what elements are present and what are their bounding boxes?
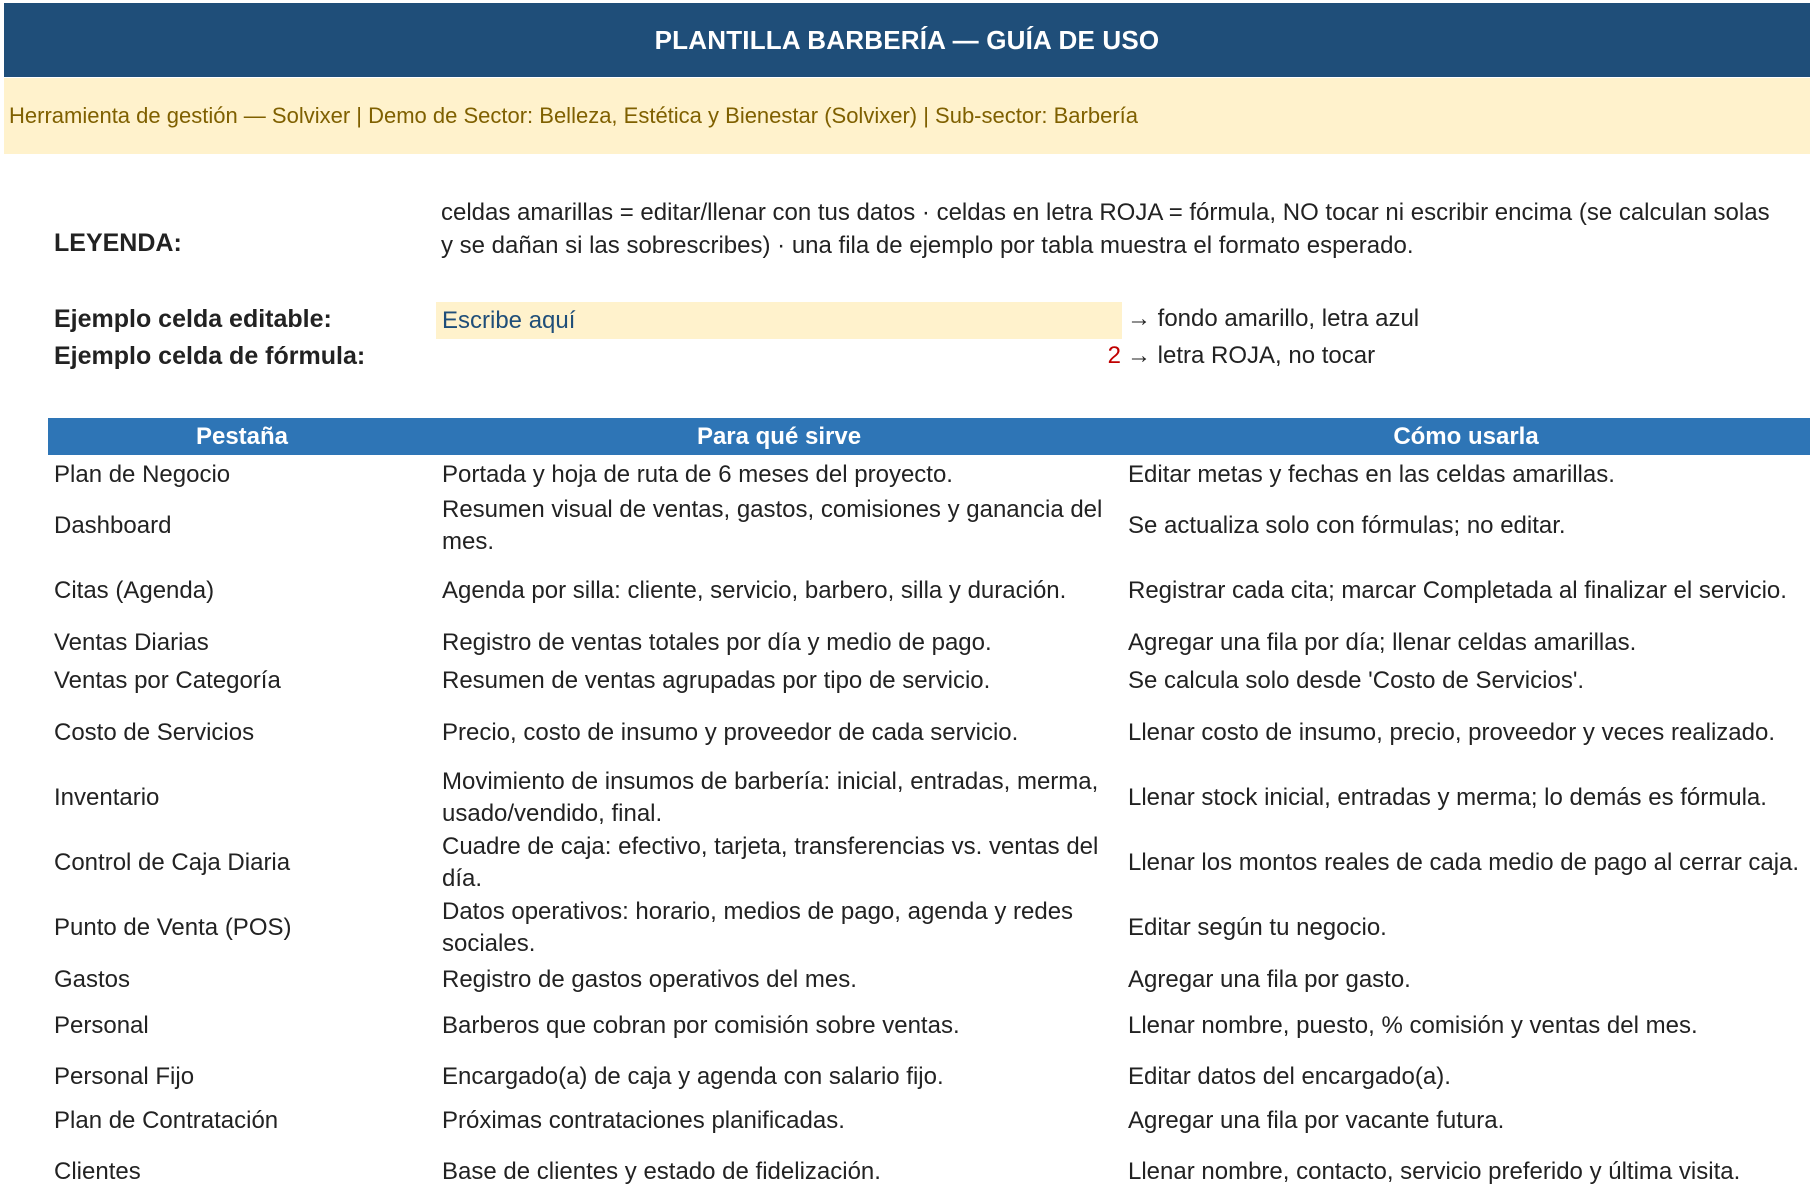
guide-table	[48, 418, 1810, 1204]
tab-name-cell[interactable]: Inventario	[54, 784, 160, 811]
usage-cell[interactable]: Llenar nombre, puesto, % comisión y ventas del mes.	[1128, 1012, 1698, 1039]
usage-cell[interactable]: Se actualiza solo con fórmulas; no editar.	[1128, 512, 1566, 539]
usage-cell[interactable]: Llenar los montos reales de cada medio de pago al cerrar caja.	[1128, 849, 1800, 876]
table-row	[48, 960, 1810, 1000]
table-row	[48, 700, 1810, 766]
usage-cell[interactable]: Registrar cada cita; marcar Completada al finalizar el servicio.	[1128, 577, 1787, 604]
table-row	[48, 558, 1810, 624]
purpose-cell[interactable]: Resumen visual de ventas, gastos, comisiones y ganancia del mes.	[442, 496, 1103, 555]
table-row	[48, 1140, 1810, 1204]
usage-cell[interactable]: Llenar costo de insumo, precio, proveedor y veces realizado.	[1128, 719, 1776, 746]
tab-name-cell[interactable]: Plan de Negocio	[54, 460, 231, 488]
tab-name-cell[interactable]: Costo de Servicios	[54, 719, 255, 746]
header-usage[interactable]: Cómo usarla	[1122, 418, 1810, 455]
tab-name-cell[interactable]: Control de Caja Diaria	[54, 849, 291, 876]
table-row	[48, 1102, 1810, 1140]
usage-cell[interactable]: Editar datos del encargado(a).	[1128, 1063, 1451, 1090]
editable-example-cell[interactable]: Escribe aquí	[436, 302, 1122, 339]
sheet-title: PLANTILLA BARBERÍA — GUÍA DE USO	[4, 3, 1810, 77]
sheet-subtitle: Herramienta de gestión — Solvixer | Demo de Sector: Belleza, Estética y Bienestar (Solvixer) | Sub-sector: Barbería	[4, 78, 1810, 154]
tab-name-cell[interactable]: Ventas Diarias	[54, 629, 209, 656]
usage-cell[interactable]: Llenar stock inicial, entradas y merma; lo demás es fórmula.	[1128, 784, 1767, 811]
purpose-cell[interactable]: Registro de gastos operativos del mes.	[442, 966, 857, 993]
usage-cell[interactable]: Editar metas y fechas en las celdas amarillas.	[1128, 460, 1615, 488]
tab-name-cell[interactable]: Citas (Agenda)	[54, 577, 215, 604]
purpose-cell[interactable]: Base de clientes y estado de fidelización.	[442, 1158, 881, 1185]
purpose-cell[interactable]: Movimiento de insumos de barbería: inicial, entradas, merma, usado/vendido, final.	[442, 768, 1099, 827]
purpose-cell[interactable]: Datos operativos: horario, medios de pago, agenda y redes sociales.	[442, 898, 1074, 957]
table-row	[48, 1052, 1810, 1102]
purpose-cell[interactable]: Próximas contrataciones planificadas.	[442, 1107, 845, 1134]
tab-name-cell[interactable]: Gastos	[54, 966, 131, 993]
legend-text: celdas amarillas = editar/llenar con tus datos · celdas en letra ROJA = fórmula, NO tocar ni escribir encima (se calculan solas y se dañan si las sobrescribes) · una fila de ejemplo por tabla muestra el formato esperado.	[441, 199, 1770, 259]
tab-name-cell[interactable]: Dashboard	[54, 512, 172, 539]
table-row	[48, 830, 1810, 896]
tab-name-cell[interactable]: Clientes	[54, 1158, 141, 1185]
legend-label: LEYENDA:	[54, 229, 182, 257]
purpose-cell[interactable]: Agenda por silla: cliente, servicio, barbero, silla y duración.	[442, 577, 1067, 604]
editable-example-label: Ejemplo celda editable:	[54, 305, 332, 333]
tab-name-cell[interactable]: Plan de Contratación	[54, 1107, 279, 1134]
table-row	[48, 1000, 1810, 1052]
header-tab[interactable]: Pestaña	[48, 418, 436, 455]
purpose-cell[interactable]: Portada y hoja de ruta de 6 meses del proyecto.	[442, 460, 953, 488]
purpose-cell[interactable]: Registro de ventas totales por día y medio de pago.	[442, 629, 992, 656]
table-row	[48, 455, 1810, 494]
usage-cell[interactable]: Editar según tu negocio.	[1128, 914, 1387, 941]
purpose-cell[interactable]: Encargado(a) de caja y agenda con salario fijo.	[442, 1063, 944, 1090]
table-row	[48, 766, 1810, 830]
tab-name-cell[interactable]: Ventas por Categoría	[54, 667, 281, 694]
tab-name-cell[interactable]: Personal Fijo	[54, 1063, 195, 1090]
tab-name-cell[interactable]: Personal	[54, 1012, 149, 1039]
table-row	[48, 896, 1810, 960]
usage-cell[interactable]: Llenar nombre, contacto, servicio preferido y última visita.	[1128, 1158, 1741, 1185]
formula-example-note: → letra ROJA, no tocar	[1127, 342, 1376, 369]
purpose-cell[interactable]: Cuadre de caja: efectivo, tarjeta, transferencias vs. ventas del día.	[442, 833, 1099, 892]
header-purpose[interactable]: Para qué sirve	[436, 418, 1122, 455]
purpose-cell[interactable]: Resumen de ventas agrupadas por tipo de servicio.	[442, 667, 991, 694]
formula-example-label: Ejemplo celda de fórmula:	[54, 342, 366, 370]
table-header-row	[48, 418, 1810, 455]
tab-name-cell[interactable]: Punto de Venta (POS)	[54, 914, 292, 941]
formula-example-cell[interactable]: 2	[1107, 342, 1121, 369]
table-row	[48, 624, 1810, 662]
purpose-cell[interactable]: Barberos que cobran por comisión sobre ventas.	[442, 1012, 960, 1039]
usage-cell[interactable]: Agregar una fila por gasto.	[1128, 966, 1411, 993]
usage-cell[interactable]: Se calcula solo desde 'Costo de Servicios'.	[1128, 667, 1585, 694]
purpose-cell[interactable]: Precio, costo de insumo y proveedor de cada servicio.	[442, 719, 1019, 746]
editable-example-note: → fondo amarillo, letra azul	[1127, 305, 1420, 332]
usage-cell[interactable]: Agregar una fila por vacante futura.	[1128, 1107, 1505, 1134]
table-row	[48, 662, 1810, 700]
table-row	[48, 494, 1810, 558]
usage-cell[interactable]: Agregar una fila por día; llenar celdas amarillas.	[1128, 629, 1637, 656]
